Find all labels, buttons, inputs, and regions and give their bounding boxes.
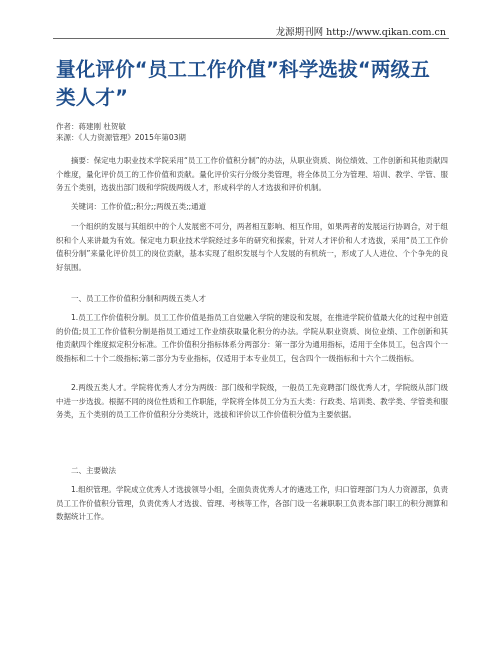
source-label: 来源： — [56, 133, 79, 142]
site-header: 龙源期刊网 http://www.qikan.com.cn — [275, 27, 446, 38]
article-authors — [56, 121, 126, 132]
authors-label: 作者： — [56, 122, 79, 131]
article-title: 量化评价“员工工作价值”科学选拔“两级五类人才” — [56, 58, 430, 109]
section-paragraph-3: 1.组织管理。学院成立优秀人才选拔领导小组，全面负责优秀人才的遴选工作，归口管理部门为人力资源部，负责员工工作价值积分管理，负责优秀人才选拔、管理、考核等工作，各部门设一名兼职职工负责本部门职工的积分测算和数据统计工作。 — [56, 485, 448, 522]
abstract-paragraph: 摘要：保定电力职业技术学院采用“员工工作价值积分制”的办法，从职业资质、岗位绩效、工作创新和其他贡献四个维度，量化评价员工的工作价值和贡献。量化评价实行分级分类管理，将全体员工分为管理、培训、教学、学管、服务五个类别，选拔出部门级和学院级两级人才，形成科学的人才选拔和评价机制。 — [56, 156, 448, 193]
authors-value: 蒋建刚 杜贺敏 — [78, 122, 126, 131]
section-heading-1: 一、员工工作价值积分制和两级五类人才 — [71, 294, 206, 303]
intro-paragraph: 一个组织的发展与其组织中的个人发展密不可分，两者相互影响、相互作用，如果两者的发展运行协调合，对于组织和个人来讲最为有效。保定电力职业技术学院经过多年的研究和探索，针对人才评价和人才选拔，采用“员工工作价值积分制”来量化评价员工的岗位贡献，基本实现了组织发展与个人发展的有机统一，形成了人人进位、个个争先的良好氛围。 — [56, 222, 448, 272]
keywords-paragraph: 关键词：工作价值;;积分;;两级五类;;通道 — [71, 202, 207, 211]
header-divider — [53, 38, 449, 39]
section-heading-2: 二、主要做法 — [71, 466, 116, 475]
source-value: 《人力资源管理》2015年第03期 — [78, 133, 186, 142]
section-paragraph-1: 1.员工工作价值积分制。员工工作价值是指员工自觉融入学院的建设和发展，在推进学院价值最大化的过程中创造的价值;员工工作价值积分制是指员工通过工作业绩获取量化积分的办法。学院从职业资质、岗位业绩、工作创新和其他贡献四个维度拟定积分标准。工作价值积分指标体系分两部分：第一部分为通用指标，适用于全体员工，包含四个一级指标和二十个二级指标;第二部分为专业指标，仅适用于本专业员工，包含四个一级指标和十六个二级指标。 — [56, 313, 448, 363]
section-paragraph-2: 2.两级五类人才。学院将优秀人才分为两级：部门级和学院级，一般员工先竞聘部门级优秀人才，学院级从部门级中进一步选拔。根据不同的岗位性质和工作职能，学院将全体员工分为五大类：行政类、培训类、教学类、学管类和服务类，五个类别的员工工作价值积分分类统计，选拔和评价以工作价值积分值为主要依据。 — [56, 383, 448, 420]
article-source — [56, 132, 186, 143]
